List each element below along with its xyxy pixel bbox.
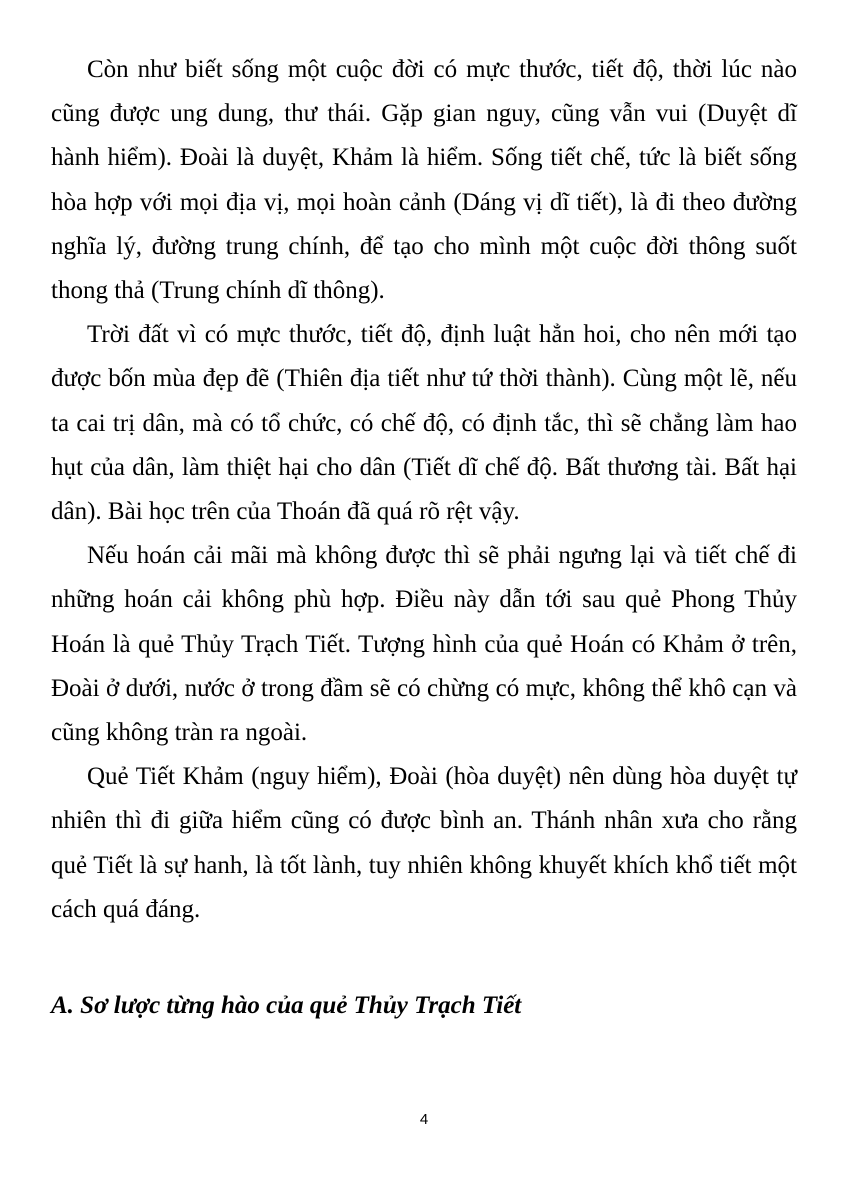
paragraph-3: Nếu hoán cải mãi mà không được thì sẽ phải ngưng lại và tiết chế đi những hoán cải không phù hợp. Điều này dẫn tới sau quẻ Phong Thủy Hoán là quẻ Thủy Trạch Tiết. Tượng hình của quẻ Hoán có Khảm ở trên, Đoài ở dưới, nước ở trong đầm sẽ có chừng có mực, không thể khô cạn và cũng không tràn ra ngoài. (51, 542, 797, 747)
paragraph-4: Quẻ Tiết Khảm (nguy hiểm), Đoài (hòa duyệt) nên dùng hòa duyệt tự nhiên thì đi giữa hiểm cũng có được bình an. Thánh nhân xưa cho rằng quẻ Tiết là sự hanh, là tốt lành, tuy nhiên không khuyết khích khổ tiết một cách quá đáng. (51, 763, 797, 923)
section-heading: A. Sơ lược từng hào của quẻ Thủy Trạch Tiết (51, 992, 522, 1020)
paragraph-2: Trời đất vì có mực thước, tiết độ, định luật hẳn hoi, cho nên mới tạo được bốn mùa đẹp đẽ (Thiên địa tiết như tứ thời thành). Cùng một lẽ, nếu ta cai trị dân, mà có tổ chức, có chế độ, có định tắc, thì sẽ chẳng làm hao hụt của dân, làm thiệt hại cho dân (Tiết dĩ chế độ. Bất thương tài. Bất hại dân). Bài học trên của Thoán đã quá rõ rệt vậy. (51, 321, 797, 526)
paragraph-1: Còn như biết sống một cuộc đời có mực thước, tiết độ, thời lúc nào cũng được ung dung, thư thái. Gặp gian nguy, cũng vẫn vui (Duyệt dĩ hành hiểm). Đoài là duyệt, Khảm là hiểm. Sống tiết chế, tức là biết sống hòa hợp với mọi địa vị, mọi hoàn cảnh (Dáng vị dĩ tiết), là đi theo đường nghĩa lý, đường trung chính, để tạo cho mình một cuộc đời thông suốt thong thả (Trung chính dĩ thông). (51, 56, 797, 305)
page-number: 4 (419, 1111, 429, 1128)
